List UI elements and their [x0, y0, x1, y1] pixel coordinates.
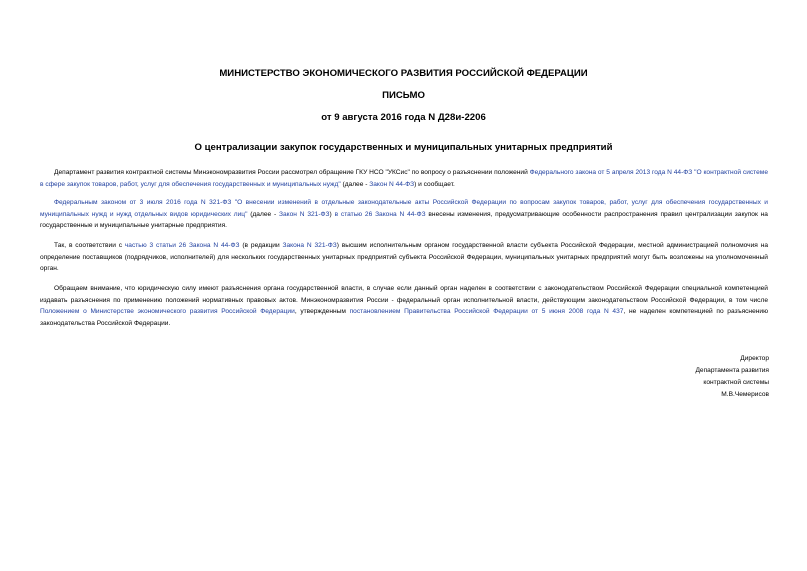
- paragraph-text: (далее -: [340, 180, 370, 188]
- paragraph-text: ) высшим исполнительным органом государственной власти субъекта Российской Федерации, местной администрацией полномочия на определение поставщиков (подрядчиков, исполнителей) для нескольких государственных унитарных предприятий субъекта Российской Федерации, муниципальных унитарных предприятий могут быть возложены на уполномоченный орган.: [40, 242, 769, 272]
- signature-department-cont: контрактной системы: [703, 379, 769, 386]
- document-type: ПИСЬМО: [382, 90, 425, 101]
- signature-name: М.В.Чемерисов: [721, 391, 769, 398]
- paragraph-2: [40, 197, 768, 232]
- paragraph-text: ) и сообщает.: [414, 180, 455, 188]
- signature-block: [569, 353, 769, 401]
- paragraph-text: Обращаем внимание, что юридическую силу имеют разъяснения органа государственной власти, в случае если данный орган наделен в соответствии с законодательством Российской Федерации специальной компетенцией издавать разъяснения по применению положений нормативных правовых актов. Минэкономразвития России - федеральный орган исполнительной власти, действующим законодательством Российской Федерации, в том числе: [40, 285, 768, 304]
- law-321-fz-edition-link[interactable]: Закона N 321-ФЗ: [282, 242, 337, 249]
- paragraph-text: , не наделен компетенцией по разъяснению законодательства Российской Федерации.: [40, 308, 769, 327]
- article-26-part-3-link[interactable]: частью 3 статьи 26 Закона N 44-ФЗ: [124, 242, 240, 249]
- paragraph-4: [40, 283, 768, 329]
- law-321-fz-link[interactable]: Федеральным законом от 3 июля 2016 года N 321-ФЗ "О внесении изменений в отдельные законодательные акты Российской Федерации по вопросам закупок товаров, работ, услуг для обеспечения государственных и муниципальных нужд и нужд отдельных видов юридических лиц": [40, 199, 768, 218]
- paragraph-text: Так, в соответствии с: [54, 242, 125, 249]
- document-subject: О централизации закупок государственных и муниципальных унитарных предприятий: [194, 142, 613, 153]
- document-date-number: от 9 августа 2016 года N Д28и-2206: [321, 112, 486, 123]
- law-321-fz-short-link[interactable]: Закон N 321-ФЗ: [279, 210, 330, 218]
- paragraph-text: (в редакции: [239, 242, 283, 249]
- signature-department: Департамента развития: [695, 367, 769, 374]
- ministry-regulation-link[interactable]: Положением о Министерстве экономического развития Российской Федерации: [40, 308, 295, 315]
- paragraph-text: , утвержденным: [294, 308, 350, 315]
- paragraph-text: Департамент развития контрактной системы Минэкономразвития России рассмотрел обращение ГКУ НСО "УКСис" по вопросу о разъяснении положений: [54, 169, 530, 176]
- paragraph-1: [40, 167, 768, 190]
- paragraph-3: [40, 240, 768, 275]
- paragraph-text: ): [329, 210, 335, 218]
- signature-position: Директор: [740, 355, 769, 362]
- paragraph-text: внесены изменения, предусматривающие особенности распространения правил централизации закупок на государственные и муниципальные унитарные предприятия.: [40, 210, 768, 229]
- law-44-fz-short-link[interactable]: Закон N 44-ФЗ: [369, 180, 415, 188]
- law-44-fz-link[interactable]: Федерального закона от 5 апреля 2013 года N 44-ФЗ "О контрактной системе в сфере закупок товаров, работ, услуг для обеспечения государственных и муниципальных нужд": [40, 169, 768, 188]
- government-decree-437-link[interactable]: постановлением Правительства Российской Федерации от 5 июня 2008 года N 437: [349, 308, 624, 315]
- paragraph-text: (далее -: [247, 210, 280, 218]
- ministry-title: МИНИСТЕРСТВО ЭКОНОМИЧЕСКОГО РАЗВИТИЯ РОССИЙСКОЙ ФЕДЕРАЦИИ: [219, 68, 588, 79]
- article-26-link[interactable]: в статью 26 Закона N 44-ФЗ: [334, 210, 426, 218]
